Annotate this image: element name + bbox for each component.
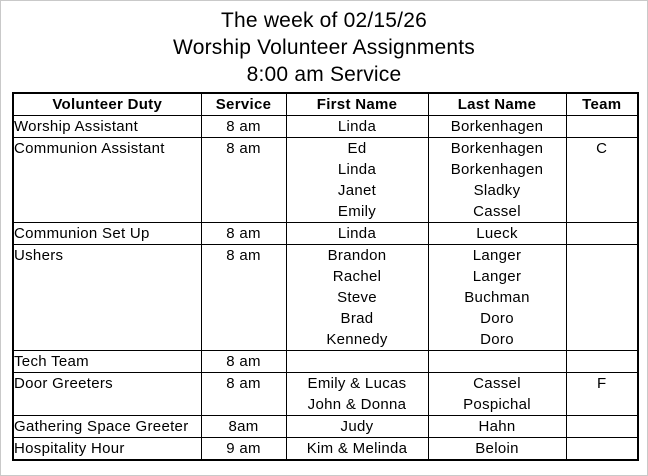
service-cell: 9 am: [201, 438, 286, 461]
column-header: Volunteer Duty: [13, 93, 201, 116]
team-cell: [566, 416, 638, 438]
cell-line: Borkenhagen: [450, 161, 544, 178]
cell-line: Pospichal: [463, 396, 531, 413]
duty-cell: Tech Team: [13, 351, 201, 373]
cell-line: Linda: [337, 161, 377, 178]
cell-line: Lueck: [476, 225, 518, 242]
last-name-cell: [428, 245, 566, 351]
last-name-cell: [428, 116, 566, 138]
cell-line: Brad: [340, 310, 374, 327]
first-name-cell: [286, 223, 428, 245]
cell-line: Steve: [337, 289, 377, 306]
first-name-cell: [286, 438, 428, 461]
first-name-cell: [286, 416, 428, 438]
assignments-table: [12, 92, 639, 461]
column-header: Last Name: [428, 93, 566, 116]
cell-line: Sladky: [473, 182, 521, 199]
cell-line: Borkenhagen: [450, 118, 544, 135]
team-cell: [566, 223, 638, 245]
table-row: [13, 438, 638, 461]
table-row: [13, 351, 638, 373]
cell-line: Langer: [472, 247, 522, 264]
last-name-cell: [428, 373, 566, 416]
table-body: [13, 116, 638, 461]
duty-cell: Communion Set Up: [13, 223, 201, 245]
table-row: [13, 223, 638, 245]
cell-line: Doro: [480, 331, 514, 348]
cell-line: Langer: [472, 268, 522, 285]
first-name-cell: [286, 245, 428, 351]
cell-line: Doro: [480, 310, 514, 327]
first-name-cell: [286, 116, 428, 138]
table-row: [13, 245, 638, 351]
cell-line: Linda: [337, 225, 377, 242]
duty-cell: Gathering Space Greeter: [13, 416, 201, 438]
last-name-cell: [428, 138, 566, 223]
last-name-cell: [428, 438, 566, 461]
cell-line: John & Donna: [307, 396, 407, 413]
table-row: [13, 416, 638, 438]
service-cell: 8 am: [201, 223, 286, 245]
cell-line: Linda: [337, 118, 377, 135]
cell-line: Hahn: [478, 418, 516, 435]
cell-line: Judy: [340, 418, 374, 435]
cell-line: Buchman: [464, 289, 530, 306]
duty-cell: Hospitality Hour: [13, 438, 201, 461]
table-row: [13, 116, 638, 138]
cell-line: Emily: [337, 203, 377, 220]
duty-cell: Worship Assistant: [13, 116, 201, 138]
cell-line: Emily & Lucas: [307, 375, 407, 392]
service-cell: 8 am: [201, 373, 286, 416]
cell-line: Beloin: [475, 440, 519, 457]
team-cell: C: [566, 138, 638, 223]
title-service-time: 8:00 am Service: [246, 63, 402, 86]
service-cell: 8 am: [201, 245, 286, 351]
cell-line: Ed: [347, 140, 367, 157]
first-name-cell: [286, 351, 428, 373]
cell-line: Brandon: [327, 247, 387, 264]
service-cell: 8 am: [201, 116, 286, 138]
cell-line: Borkenhagen: [450, 140, 544, 157]
title-week: The week of 02/15/26: [221, 9, 427, 32]
service-cell: 8am: [201, 416, 286, 438]
cell-line: Cassel: [473, 203, 521, 220]
cell-line: Kim & Melinda: [306, 440, 408, 457]
title-main: Worship Volunteer Assignments: [173, 36, 475, 59]
column-header: Team: [566, 93, 638, 116]
column-header: Service: [201, 93, 286, 116]
first-name-cell: [286, 138, 428, 223]
last-name-cell: [428, 223, 566, 245]
team-cell: [566, 351, 638, 373]
cell-line: Cassel: [473, 375, 521, 392]
duty-cell: Ushers: [13, 245, 201, 351]
team-cell: [566, 245, 638, 351]
team-cell: F: [566, 373, 638, 416]
table-row: [13, 138, 638, 223]
cell-line: Kennedy: [326, 331, 388, 348]
duty-cell: Door Greeters: [13, 373, 201, 416]
last-name-cell: [428, 416, 566, 438]
duty-cell: Communion Assistant: [13, 138, 201, 223]
cell-line: Janet: [337, 182, 377, 199]
column-header: First Name: [286, 93, 428, 116]
team-cell: [566, 438, 638, 461]
last-name-cell: [428, 351, 566, 373]
first-name-cell: [286, 373, 428, 416]
team-cell: [566, 116, 638, 138]
service-cell: 8 am: [201, 351, 286, 373]
table-head: [13, 93, 638, 116]
cell-line: Rachel: [332, 268, 382, 285]
table-row: [13, 373, 638, 416]
service-cell: 8 am: [201, 138, 286, 223]
header-row: [13, 93, 638, 116]
document-header: [1, 7, 647, 88]
